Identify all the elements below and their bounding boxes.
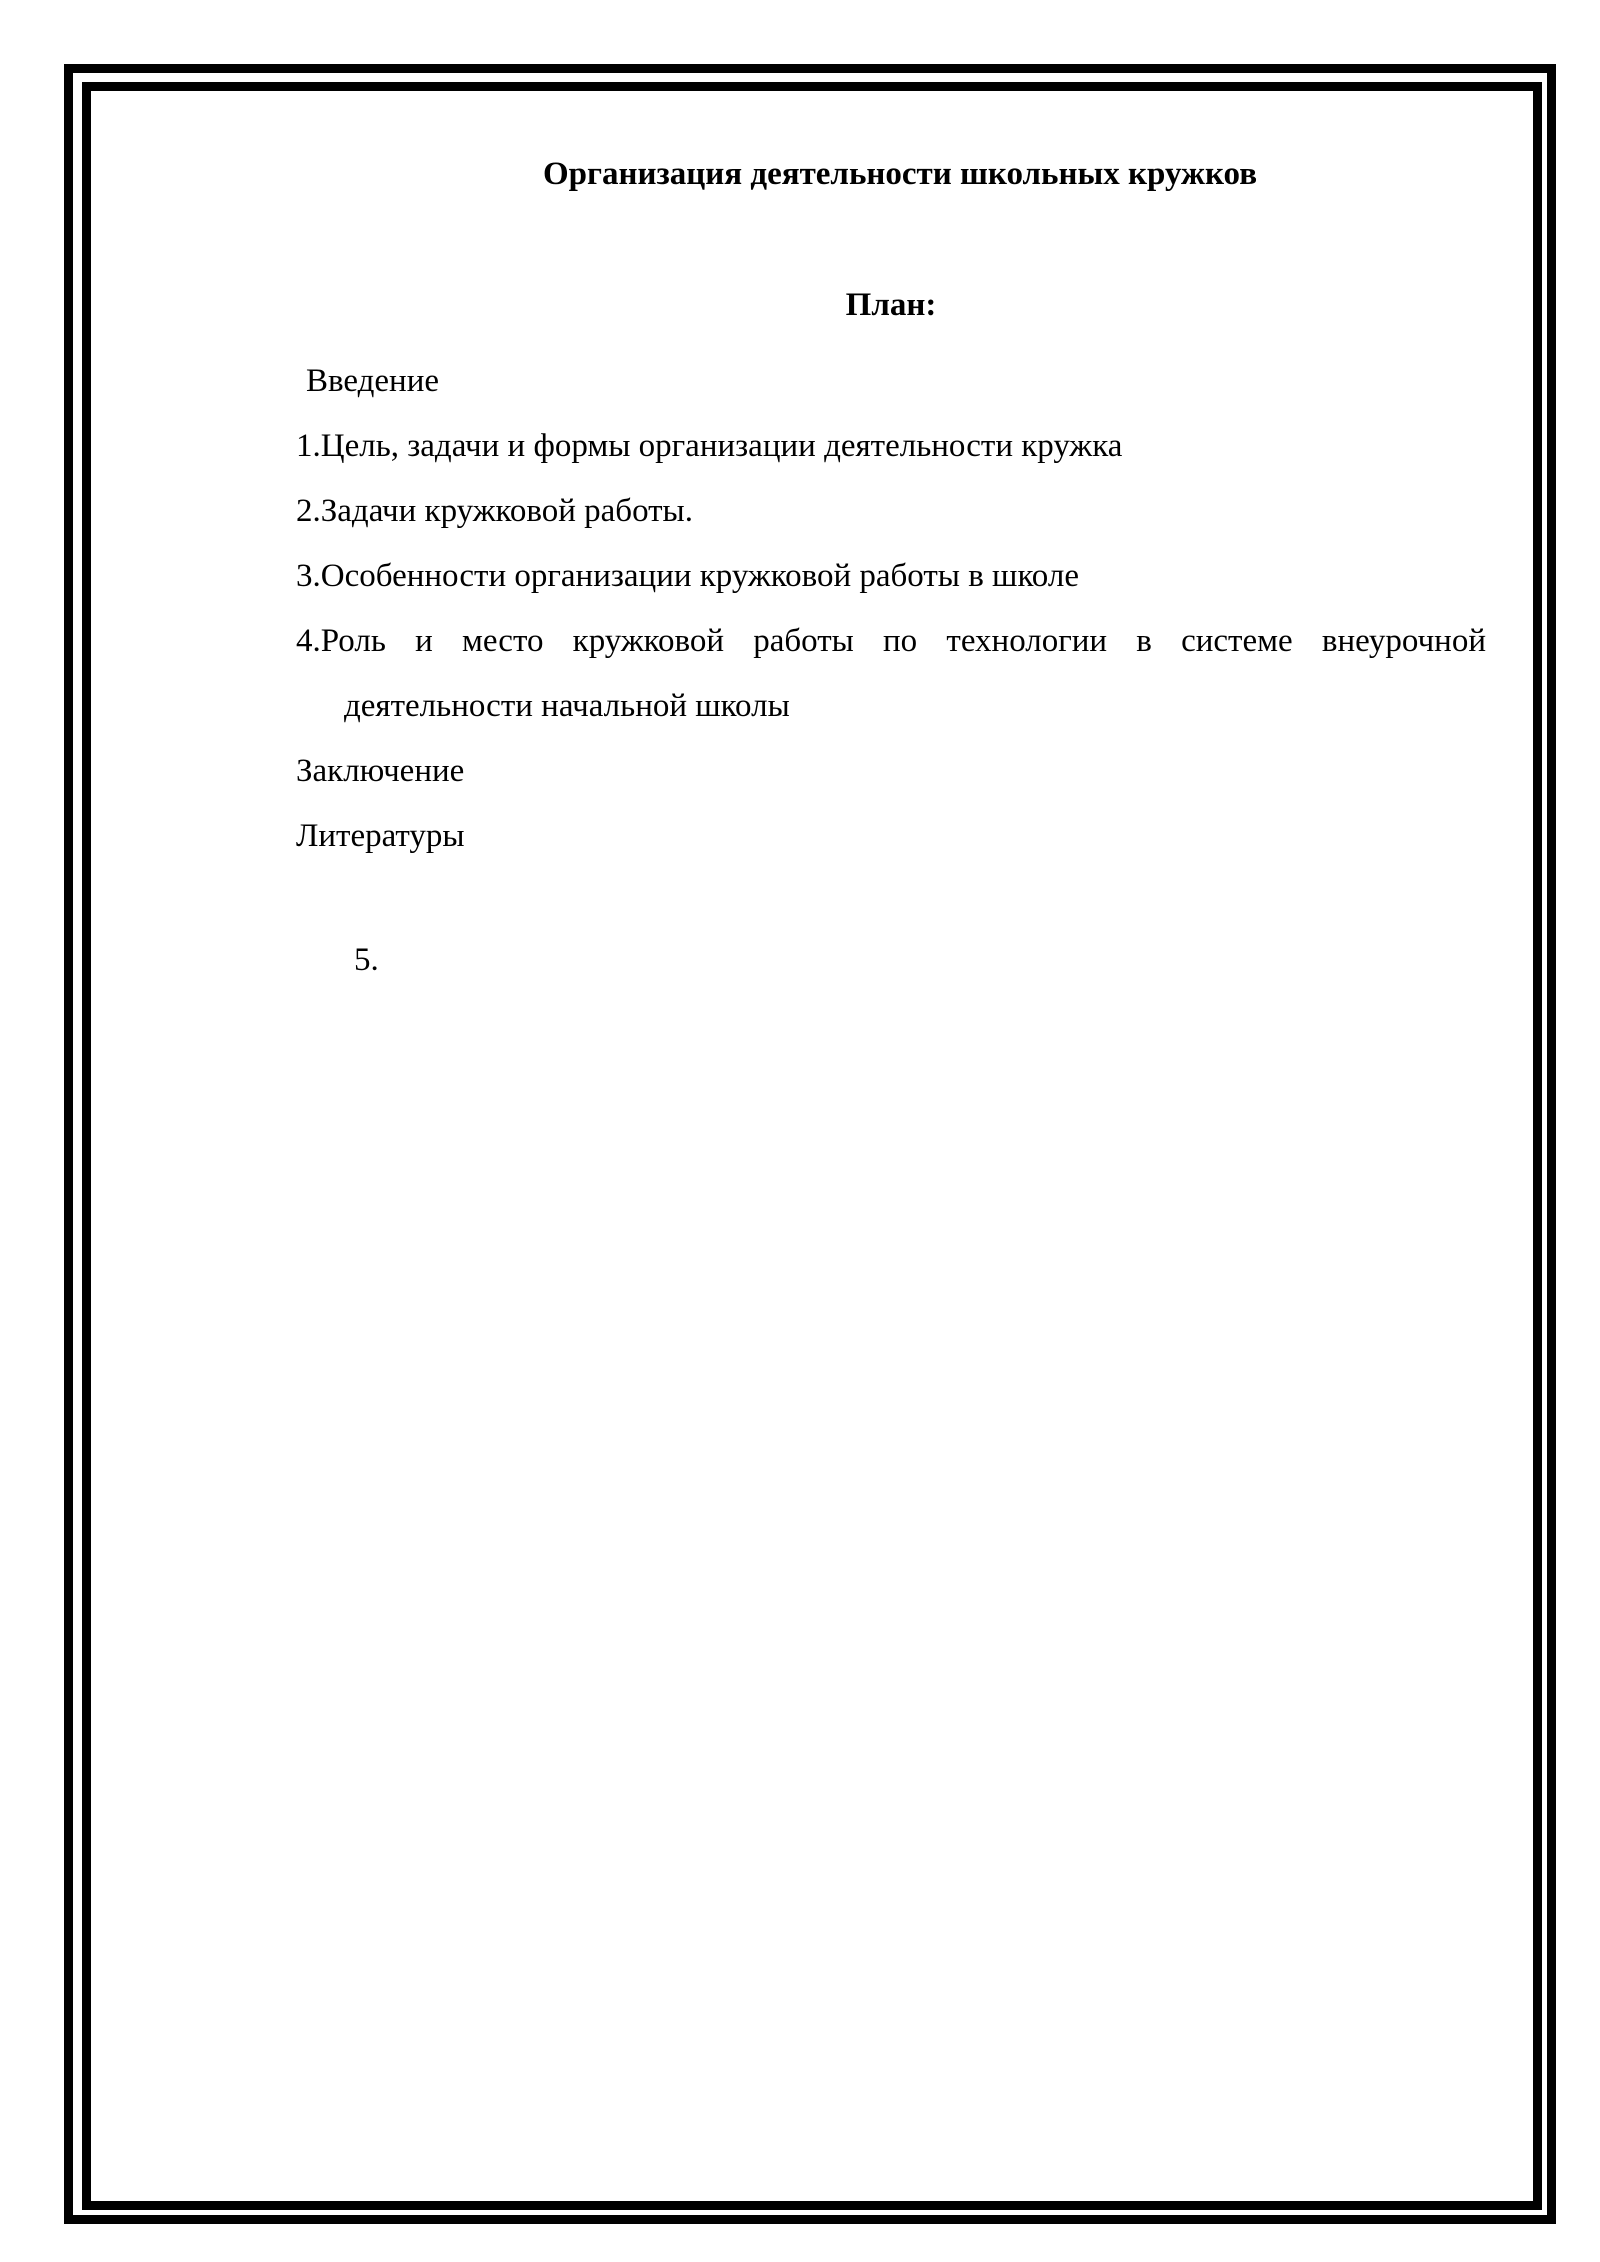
toc-item-4-line-2: деятельности начальной школы bbox=[344, 688, 790, 724]
toc-item-1: 1.Цель, задачи и формы организации деятельности кружка bbox=[296, 428, 1123, 464]
table-of-contents bbox=[296, 349, 1486, 869]
toc-item-references: Литературы bbox=[296, 818, 465, 854]
list-number-5: 5. bbox=[354, 942, 379, 978]
toc-item-3: 3.Особенности организации кружковой работы в школе bbox=[296, 558, 1079, 594]
toc-item-introduction: Введение bbox=[306, 363, 440, 399]
toc-item-conclusion: Заключение bbox=[296, 753, 465, 789]
plan-heading: План: bbox=[845, 287, 937, 323]
toc-item-4-line-1: 4.Роль и место кружковой работы по технологии в системе внеурочной bbox=[296, 623, 1486, 659]
document-title: Организация деятельности школьных кружков bbox=[542, 156, 1258, 192]
toc-item-2: 2.Задачи кружковой работы. bbox=[296, 493, 693, 529]
